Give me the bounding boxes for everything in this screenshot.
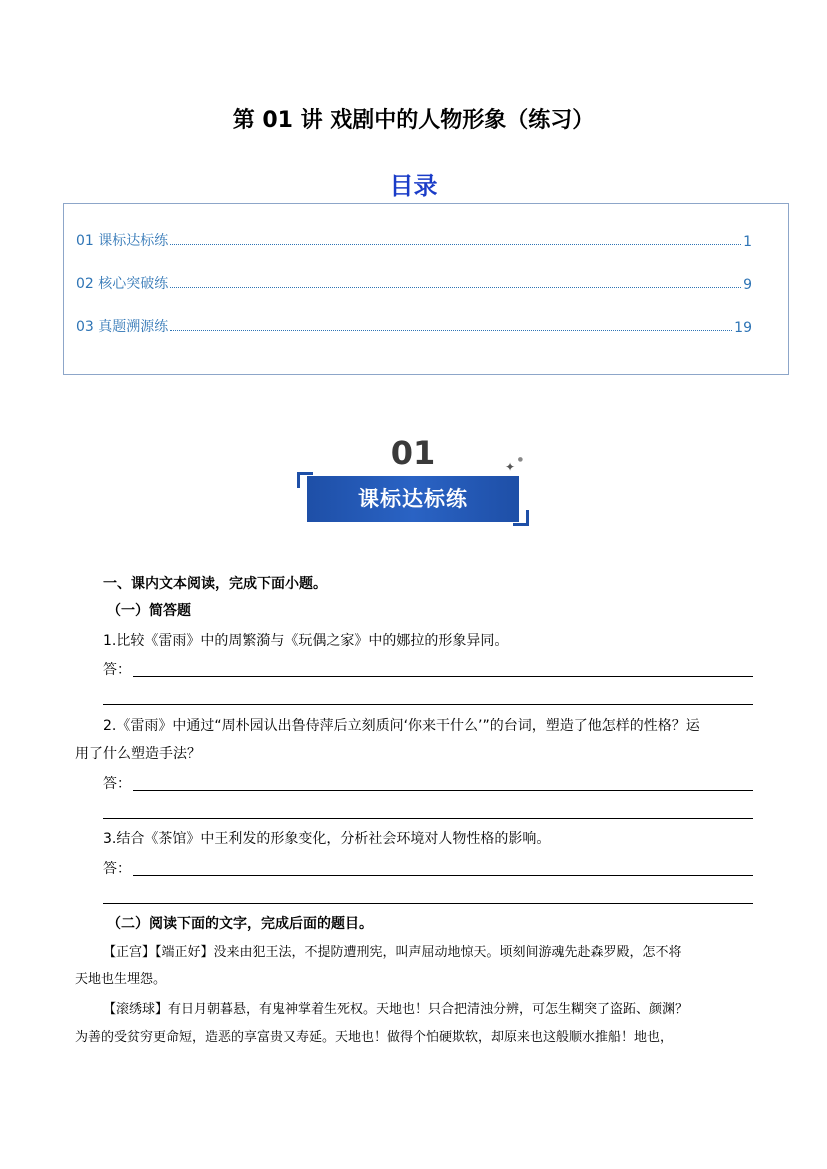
- answer-line[interactable]: [103, 704, 753, 705]
- banner-label: 课标达标练: [307, 476, 519, 522]
- answer-line[interactable]: [133, 676, 753, 677]
- question-1: 1.比较《雷雨》中的周繁漪与《玩偶之家》中的娜拉的形象异同。: [103, 633, 509, 649]
- question-3: 3.结合《茶馆》中王利发的形象变化，分析社会环境对人物性格的影响。: [103, 831, 551, 847]
- answer-line[interactable]: [103, 903, 753, 904]
- answer-line[interactable]: [103, 818, 753, 819]
- toc-item-label: 03 真题溯源练: [76, 319, 169, 335]
- toc-item-page: 19: [734, 320, 752, 336]
- table-of-contents: [63, 203, 789, 375]
- toc-item-label: 02 核心突破练: [76, 276, 169, 292]
- toc-item-label: 01 课标达标练: [76, 233, 169, 249]
- answer-label: 答：: [103, 776, 131, 792]
- passage-line: 为善的受贫穷更命短，造恶的享富贵又寿延。天地也！做得个怕硬欺软，却原来也这般顺水推船！地也，: [75, 1030, 674, 1045]
- question-2-cont: 用了什么塑造手法？: [75, 746, 201, 762]
- passage-line: 【滚绣球】有日月朝暮悬，有鬼神掌着生死权。天地也！只合把清浊分辨，可怎生糊突了盗跖、颜渊？: [103, 1002, 689, 1017]
- toc-item[interactable]: [76, 230, 752, 250]
- toc-item[interactable]: [76, 316, 752, 336]
- toc-item[interactable]: [76, 273, 752, 293]
- section-heading: 一、课内文本阅读，完成下面小题。: [103, 576, 327, 592]
- passage-line: 【正宫】【端正好】没来由犯王法，不提防遭刑宪，叫声屈动地惊天。顷刻间游魂先赴森罗殿，怎不将: [103, 945, 682, 960]
- section-heading: （二）阅读下面的文字，完成后面的题目。: [107, 916, 373, 932]
- question-2: 2.《雷雨》中通过“周朴园认出鲁侍萍后立刻质问‘你来干什么’”的台词，塑造了他怎样的性格？运: [103, 718, 700, 734]
- section-banner: [297, 430, 529, 530]
- sparkle-icon: ✦: [504, 460, 515, 474]
- answer-label: 答：: [103, 861, 131, 877]
- page-title: 第 01 讲 戏剧中的人物形象（练习）: [232, 108, 595, 133]
- answer-line[interactable]: [133, 790, 753, 791]
- toc-item-page: 9: [743, 277, 752, 293]
- toc-leader: [170, 244, 741, 245]
- passage-line: 天地也生埋怨。: [75, 972, 167, 987]
- sparkle-icon: ●: [517, 456, 523, 463]
- answer-line[interactable]: [133, 875, 753, 876]
- banner-number: 01: [390, 434, 436, 472]
- toc-leader: [170, 287, 741, 288]
- toc-heading: 目录: [389, 172, 438, 200]
- toc-item-page: 1: [743, 234, 752, 250]
- answer-label: 答：: [103, 662, 131, 678]
- subsection-heading: （一）简答题: [107, 603, 191, 619]
- toc-leader: [170, 330, 732, 331]
